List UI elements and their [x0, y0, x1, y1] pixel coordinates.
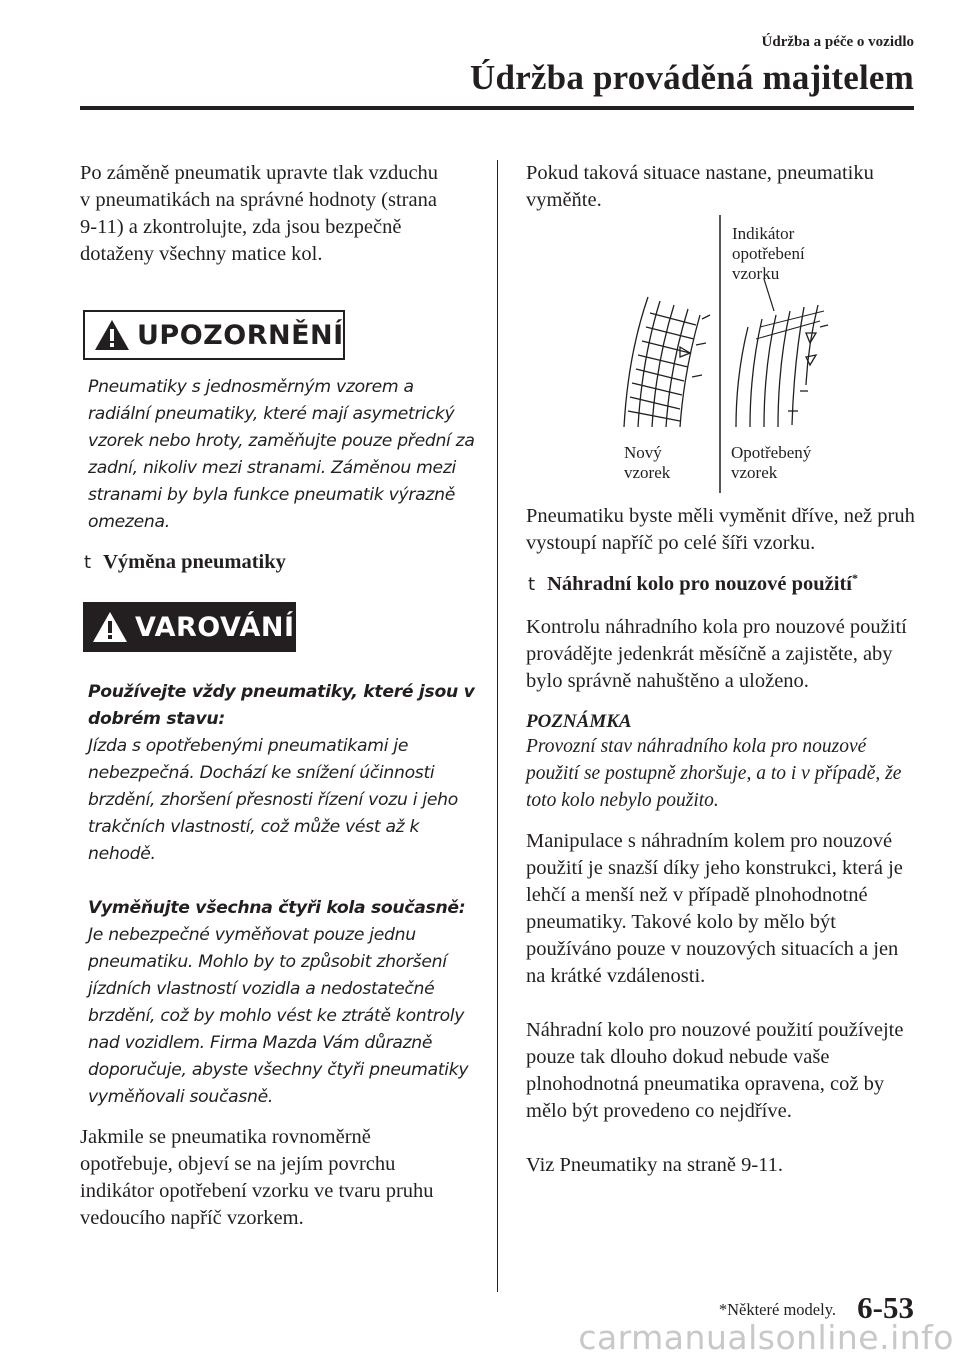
- new-tread-label: Nový vzorek: [624, 443, 671, 482]
- section-heading-spare-wheel: [528, 571, 858, 596]
- section-title: Náhradní kolo pro nouzové použití: [547, 572, 852, 595]
- section-marker: t: [528, 573, 536, 595]
- caution-text: Pneumatiky s jednosměrným vzorem a radiální pneumatiky, které mají asymetrický vzorek nebo hroty, zaměňujte pouze přední za zadní, nikoliv mezi stranami. Záměnou mezi stranami by byla funkce pneumatik výrazně omezena.: [88, 377, 475, 532]
- right-body-block: [526, 614, 912, 1179]
- section-title: Výměna pneumatiky: [103, 551, 286, 573]
- worn-tread-label: Opotřebený vzorek: [731, 443, 812, 482]
- page-title: Údržba prováděná majitelem: [470, 58, 914, 97]
- footnote: *Některé modely.: [718, 1300, 836, 1319]
- caution-text-block: [88, 374, 478, 536]
- warning-box: [83, 602, 296, 652]
- right-intro: Pokud taková situace nastane, pneumatiku vyměňte.: [526, 162, 874, 211]
- spare-usage-paragraph: Náhradní kolo pro nouzové použití používejte pouze tak dlouho dokud nebude vaše plnohodnotná pneumatika opravena, což by mělo být provedeno co nejdříve.: [526, 1019, 904, 1122]
- outro-paragraph: Jakmile se pneumatika rovnoměrně opotřebuje, objeví se na jejím povrchu indikátor opotřebení vzorku ve tvaru pruhu vedoucího napříč vzorkem.: [80, 1126, 434, 1229]
- section-asterisk: *: [851, 571, 858, 585]
- warning-label: VAROVÁNÍ: [135, 611, 295, 643]
- section-marker: t: [84, 552, 92, 573]
- header-rule: [80, 106, 914, 110]
- warning-1-heading: Používejte vždy pneumatiky, které jsou v dobrém stavu:: [88, 682, 475, 729]
- warning-triangle-icon: [91, 610, 129, 644]
- watermark: carmanualsonline.info: [578, 1318, 954, 1357]
- note-heading: POZNÁMKA: [526, 711, 632, 732]
- warning-1-text: Jízda s opotřebenými pneumatikami je nebezpečná. Dochází ke snížení účinnosti brzdění, zhoršení přesnosti řízení vozu i jeho trakčních vlastností, což může vést až k nehodě.: [88, 736, 458, 864]
- warning-2-heading: Vyměňujte všechna čtyři kola současně:: [88, 898, 466, 918]
- chapter-subtitle: Údržba a péče o vozidlo: [761, 34, 914, 50]
- column-divider: [497, 160, 498, 1292]
- caution-label: UPOZORNĚNÍ: [137, 319, 344, 351]
- page-number: 6-53: [857, 1290, 914, 1325]
- caution-box: [83, 310, 345, 360]
- note-text: Provozní stav náhradního kola pro nouzové použití se postupně zhoršuje, a to i v případě, že toto kolo nebylo použito.: [526, 736, 902, 811]
- left-column: [80, 160, 478, 268]
- right-intro-block: [526, 160, 916, 214]
- indicator-label: Indikátor opotřebení vzorku: [732, 224, 805, 283]
- section-heading-tire-change: [84, 551, 286, 574]
- intro-paragraph: Po záměně pneumatik upravte tlak vzduchu v pneumatikách na správné hodnoty (strana 9-11) a zkontrolujte, zda jsou bezpečně dotaženy všechny matice kol.: [80, 162, 439, 265]
- warning-2-text: Je nebezpečné vyměňovat pouze jednu pneumatiku. Mohlo by to způsobit zhoršení jízdních vlastností vozidla a nedostatečné brzdění, což by mohlo vést ke ztrátě kontroly nad vozidlem. Firma Mazda Vám důrazně doporučuje, abyste všechny čtyři pneumatiky vyměňovali současně.: [88, 925, 469, 1107]
- reference-paragraph: Viz Pneumatiky na straně 9-11.: [526, 1154, 784, 1176]
- spare-handling-paragraph: Manipulace s náhradním kolem pro nouzové použití je snazší díky jeho konstrukci, která je lehčí a menší než v případě plnohodnotné pneumatiky. Takové kolo by mělo být používáno pouze v nouzových situacích a jen na krátké vzdálenosti.: [526, 830, 903, 987]
- after-figure-paragraph: Pneumatiku byste měli vyměnit dříve, než pruh vystoupí napříč po celé šíři vzorku.: [526, 505, 915, 554]
- warning-text-block: [88, 679, 478, 1111]
- spare-check-paragraph: Kontrolu náhradního kola pro nouzové použití provádějte jedenkrát měsíčně a zajistěte, aby bylo správně nahuštěno a uloženo.: [526, 616, 907, 692]
- warning-triangle-icon: [93, 318, 131, 352]
- after-figure-block: [526, 503, 918, 557]
- outro-block: [80, 1124, 440, 1232]
